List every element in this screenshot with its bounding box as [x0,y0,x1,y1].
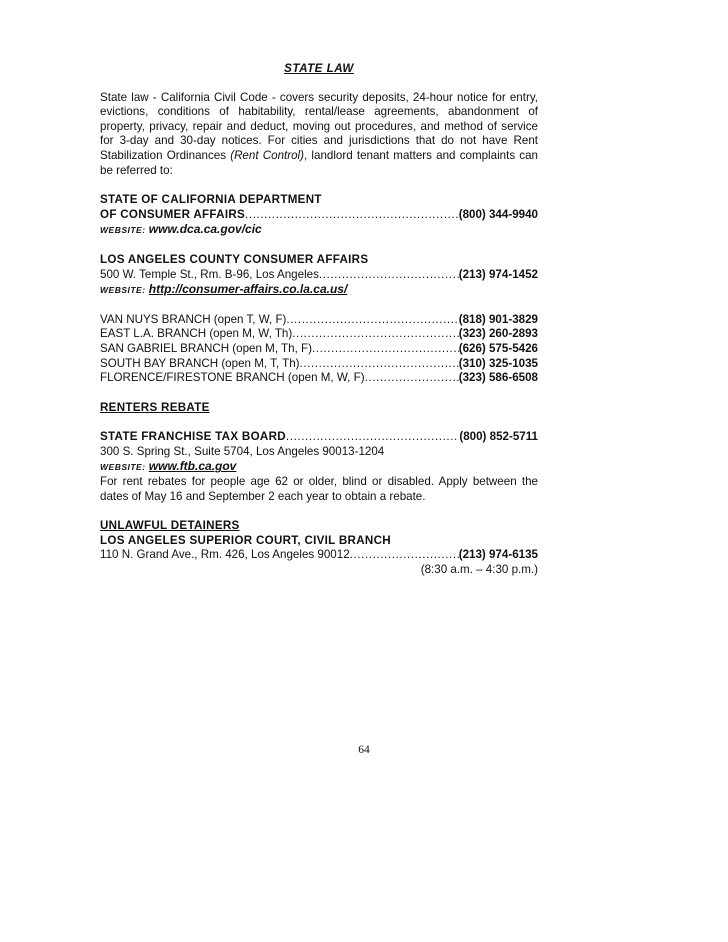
court-name: LOS ANGELES SUPERIOR COURT, CIVIL BRANCH [100,533,391,547]
branch-phone: (626) 575-5426 [458,341,538,355]
rebate-heading: RENTERS REBATE [100,400,210,414]
branch-row [100,357,538,372]
branch-row [100,371,538,386]
intro-italic: (Rent Control) [230,148,304,162]
dca-phone: (800) 344-9940 [458,207,538,221]
branch-row [100,327,538,342]
dca-name-line2: OF CONSUMER AFFAIRS [100,207,246,221]
branch-phone: (323) 586-6508 [458,371,538,385]
rebate-note: For rent rebates for people age 62 or older, blind or disabled. Apply between the dates of May 16 and September 2 each year to obtain a rebate. [100,475,538,503]
ftb-phone: (800) 852-5711 [459,430,538,444]
branch-name: SAN GABRIEL BRANCH (open M, Th, F) [100,341,312,355]
branch-phone: (310) 325-1035 [458,356,538,370]
branch-name: EAST L.A. BRANCH (open M, W, Th) [100,327,293,341]
branch-name: SOUTH BAY BRANCH (open M, T, Th) [100,356,300,370]
court-address-line [100,548,538,563]
website-label: WEBSITE: [100,285,146,296]
dca-phone-line [100,208,538,223]
leader-dots [319,268,459,283]
court-hours: (8:30 a.m. – 4:30 p.m.) [420,563,538,577]
ftb-phone-line [100,430,538,445]
ftb-website-link[interactable]: www.ftb.ca.gov [148,459,237,474]
leader-dots [365,371,459,386]
leader-dots [286,430,459,445]
leader-dots [350,548,459,563]
dca-website-link[interactable]: www.dca.ca.gov/cic [148,222,262,237]
intro-paragraph [100,91,538,179]
leader-dots [286,313,458,328]
ftb-website-row [100,459,538,475]
branch-name: VAN NUYS BRANCH (open T, W, F) [100,312,287,326]
lacca-name: LOS ANGELES COUNTY CONSUMER AFFAIRS [100,252,369,266]
lacca-address-line [100,268,538,283]
dca-website-row [100,222,538,238]
leader-dots [300,357,459,372]
branch-phone: (323) 260-2893 [458,327,538,341]
page-number: 64 [358,744,370,756]
court-phone: (213) 974-6135 [458,548,538,562]
court-address: 110 N. Grand Ave., Rm. 426, Los Angeles 90012 [100,548,350,562]
ftb-name: STATE FRANCHISE TAX BOARD [100,430,286,444]
branch-name: FLORENCE/FIRESTONE BRANCH (open M, W, F) [100,371,365,385]
leader-dots [245,208,459,223]
document-page [100,62,538,578]
lacca-phone: (213) 974-1452 [458,267,538,281]
detainers-heading: UNLAWFUL DETAINERS [100,519,240,533]
lacca-website-link[interactable]: http://consumer-affairs.co.la.ca.us/ [148,282,348,297]
lacca-address: 500 W. Temple St., Rm. B-96, Los Angeles [100,267,319,281]
website-label: WEBSITE: [100,225,146,236]
branch-list [100,313,538,386]
branch-row [100,342,538,357]
website-label: WEBSITE: [100,462,146,473]
ftb-address: 300 S. Spring St., Suite 5704, Los Angeles 90013-1204 [100,444,385,458]
branch-phone: (818) 901-3829 [458,312,538,326]
leader-dots [292,327,458,342]
lacca-website-row [100,282,538,298]
leader-dots [312,342,459,357]
branch-row [100,313,538,328]
intro-text: State law - California Civil Code - covers security deposits, 24-hour notice for entry, evictions, conditions of habitability, rental/lease agreements, abandonment of property, privacy, repair and deduct, moving out procedures, and method of service for 3-day and 30-day notices. For cities and jurisdictions that do not have Rent Stabilization Ordinances [100,90,538,162]
intro-text-end: , landlord tenant matters and complaints can be referred to: [100,148,539,177]
page-title: STATE LAW [284,62,354,75]
dca-name-line1: STATE OF CALIFORNIA DEPARTMENT [100,193,322,207]
